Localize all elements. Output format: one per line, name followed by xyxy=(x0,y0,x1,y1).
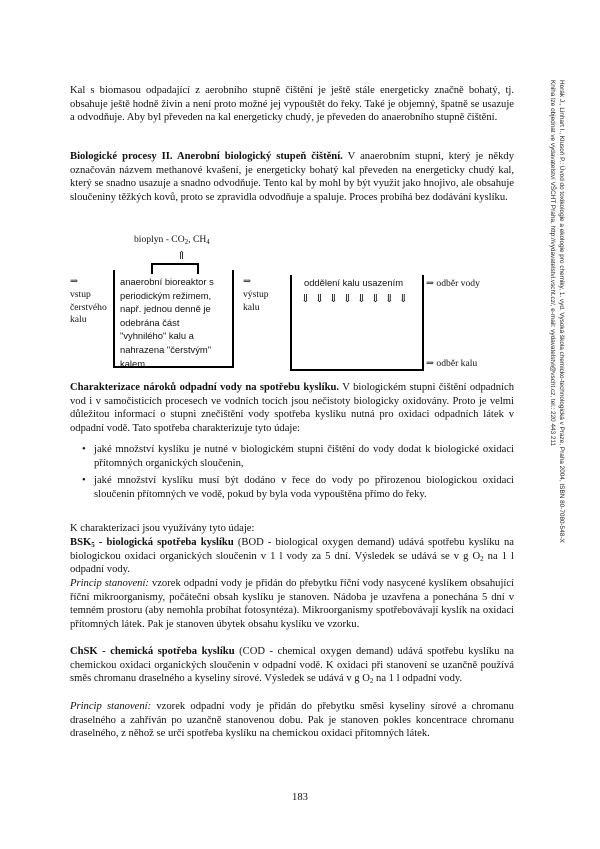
reactor-description: anaerobní bioreaktor s periodickým režimem, např. jednou denně je odebrána část "vyhnilého" kalu a nahrazena "čerstvým" kalem xyxy=(120,276,214,369)
oxygen-demand-paragraph xyxy=(70,381,514,435)
settling-label: oddělení kalu usazením xyxy=(304,277,404,288)
inlet-label: vstup čerstvého kalu xyxy=(70,289,107,326)
bsk-principle-label: Princip stanovení: xyxy=(70,578,149,589)
oxygen-demand-heading: Charakterizace nároků odpadní vody na spotřebu kyslíku. xyxy=(70,382,340,393)
characterization-intro: K charakterizaci jsou využívány tyto údaje: xyxy=(70,523,255,534)
chsk-heading: ChSK - chemická spotřeba kyslíku xyxy=(70,646,235,657)
outlet-arrow: ⇒ xyxy=(243,276,252,287)
side-citation-line-1: Horák J., Linhart I., Klusoň P.: Úvod do toxikologie a ekologie pro chemiky, 1. vyd. Vysoká škola chemicko-technologická v Praze, Praha 2004, ISBN 80-7080-548-X xyxy=(558,80,565,543)
inlet-arrow: ⇒ xyxy=(70,276,79,287)
anaerobic-heading: Biologické procesy II. Anerobní biologický stupeň čištění. xyxy=(70,151,343,162)
settling-down-arrows: ⇓ ⇓ ⇓ ⇓ ⇓ ⇓ ⇓ ⇓ xyxy=(301,293,409,305)
bsk-principle: Princip stanovení: vzorek odpadní vody je přidán do přebytku říční vody nasycené kyslíkem obsahující říční mikroorganismy, počáteční obsah kyslíku je stanoven. Nádoba je uzavřena a ponechána 5 dní v temném prostoru (aby nemohla probíhat fotosyntéza). Mikroorganismy spotřebovávají kyslík na oxidaci přítomných látek. Pak je stanoven úbytek obsahu kyslíku ve vzorku. xyxy=(70,578,514,630)
side-citation-line-2: Kniha lze objednat ve vydavatelství VŠCHT Praha, http://vydavatelstvi.vscht.cz/, e-mail: vydavatelstvi@vscht.cz, tel.: 220 443 211 xyxy=(549,80,556,447)
biogas-up-arrow: ⇑ xyxy=(177,250,187,262)
bullet-list xyxy=(70,443,514,505)
chsk-principle-label: Princip stanovení: xyxy=(70,701,152,712)
anaerobic-text: V anaerobním stupni, který je někdy označován názvem methanové kvašení, je energeticky bohatý kal převeden na energeticky chudý kal, který se snadno usazuje a snadno odvodňuje. Tento kal by mohl by být využit jako hnojivo, ale obsahuje sloučeniny těžkých kovů, proto se zpravidla odvodňuje a spaluje. Proces probíhá bez dodávání kyslíku. xyxy=(70,151,514,203)
outlet-label: výstup kalu xyxy=(243,289,269,313)
list-item: • jaké množství kyslíku musí být dodáno v řece do vody po přirozenou biologickou oxidaci sloučenin přítomných ve vodě, pokud by byla voda vypouštěna přímo do řeky. xyxy=(70,474,514,501)
list-item: • jaké množství kyslíku je nutné v biologickém stupni čištění do vody dodat k biologické oxidaci přítomných organických sloučenin, xyxy=(70,443,514,470)
biogas-label: bioplyn - $CO_2$, $CH_4$ xyxy=(134,234,210,246)
chsk-paragraph: ChSK - chemická spotřeba kyslíku (COD - chemical oxygen demand) udává spotřebu kyslíku na chemickou oxidaci organických sloučenin v odpadní vodě. K oxidaci při stanovení se uzančně používá směs chromanu draselného a kyseliny sírové. Výsledek se udává v g $O_2$ na 1 l odpadní vody. xyxy=(70,646,514,686)
side-citation xyxy=(548,80,566,760)
bsk-heading: $BSK_5$ - biologická spotřeba kyslíku xyxy=(70,537,234,549)
bsk-paragraph: $BSK_5$ - biologická spotřeba kyslíku (BOD - biological oxygen demand) udává spotřebu kyslíku na biologickou oxidaci organických sloučenin v 1 l vody za 5 dní. Výsledek se udává se v g $O_2$ na 1 l odpadní vody. xyxy=(70,537,514,576)
water-outlet-label: ⇒ odběr vody xyxy=(426,278,480,289)
intro-paragraph: Kal s biomasou odpadající z aerobního stupně čištění je ještě stále energeticky značně bohatý, tj. obsahuje ještě hodně živin a není proto možné jej vypouštět do řeky. Také je objemný, špatně se usazuje a odvodňuje. Aby byl převeden na kal energeticky chudý, je převeden do anaerobního stupně čištění. xyxy=(70,85,514,124)
chsk-principle: Princip stanovení: vzorek odpadní vody je přidán do přebytku směsi kyseliny sírové a chromanu draselného a zahříván po uzančně stanovenou dobu. Pak je stanoven pokles koncentrace chromanu draselného, z něhož se určí spotřeba kyslíku na chemickou oxidaci přítomných látek. xyxy=(70,701,514,740)
sludge-outlet-label: ⇒ odběr kalu xyxy=(426,358,478,369)
anaerobic-paragraph xyxy=(70,150,514,204)
oxygen-demand-text: V biologickém stupni čištění odpadních vod i v samočisticích procesech ve vodních tocích jsou nečistoty biologicky oxidovány. Proto je velmi důležitou informací o stupni znečištění vody spotřeba kyslíku nutná pro oxidaci odpadních látek v odpadní vodě. Tato spotřeba charakterizuje tyto údaje: xyxy=(70,382,514,434)
page-number: 183 xyxy=(292,792,308,803)
